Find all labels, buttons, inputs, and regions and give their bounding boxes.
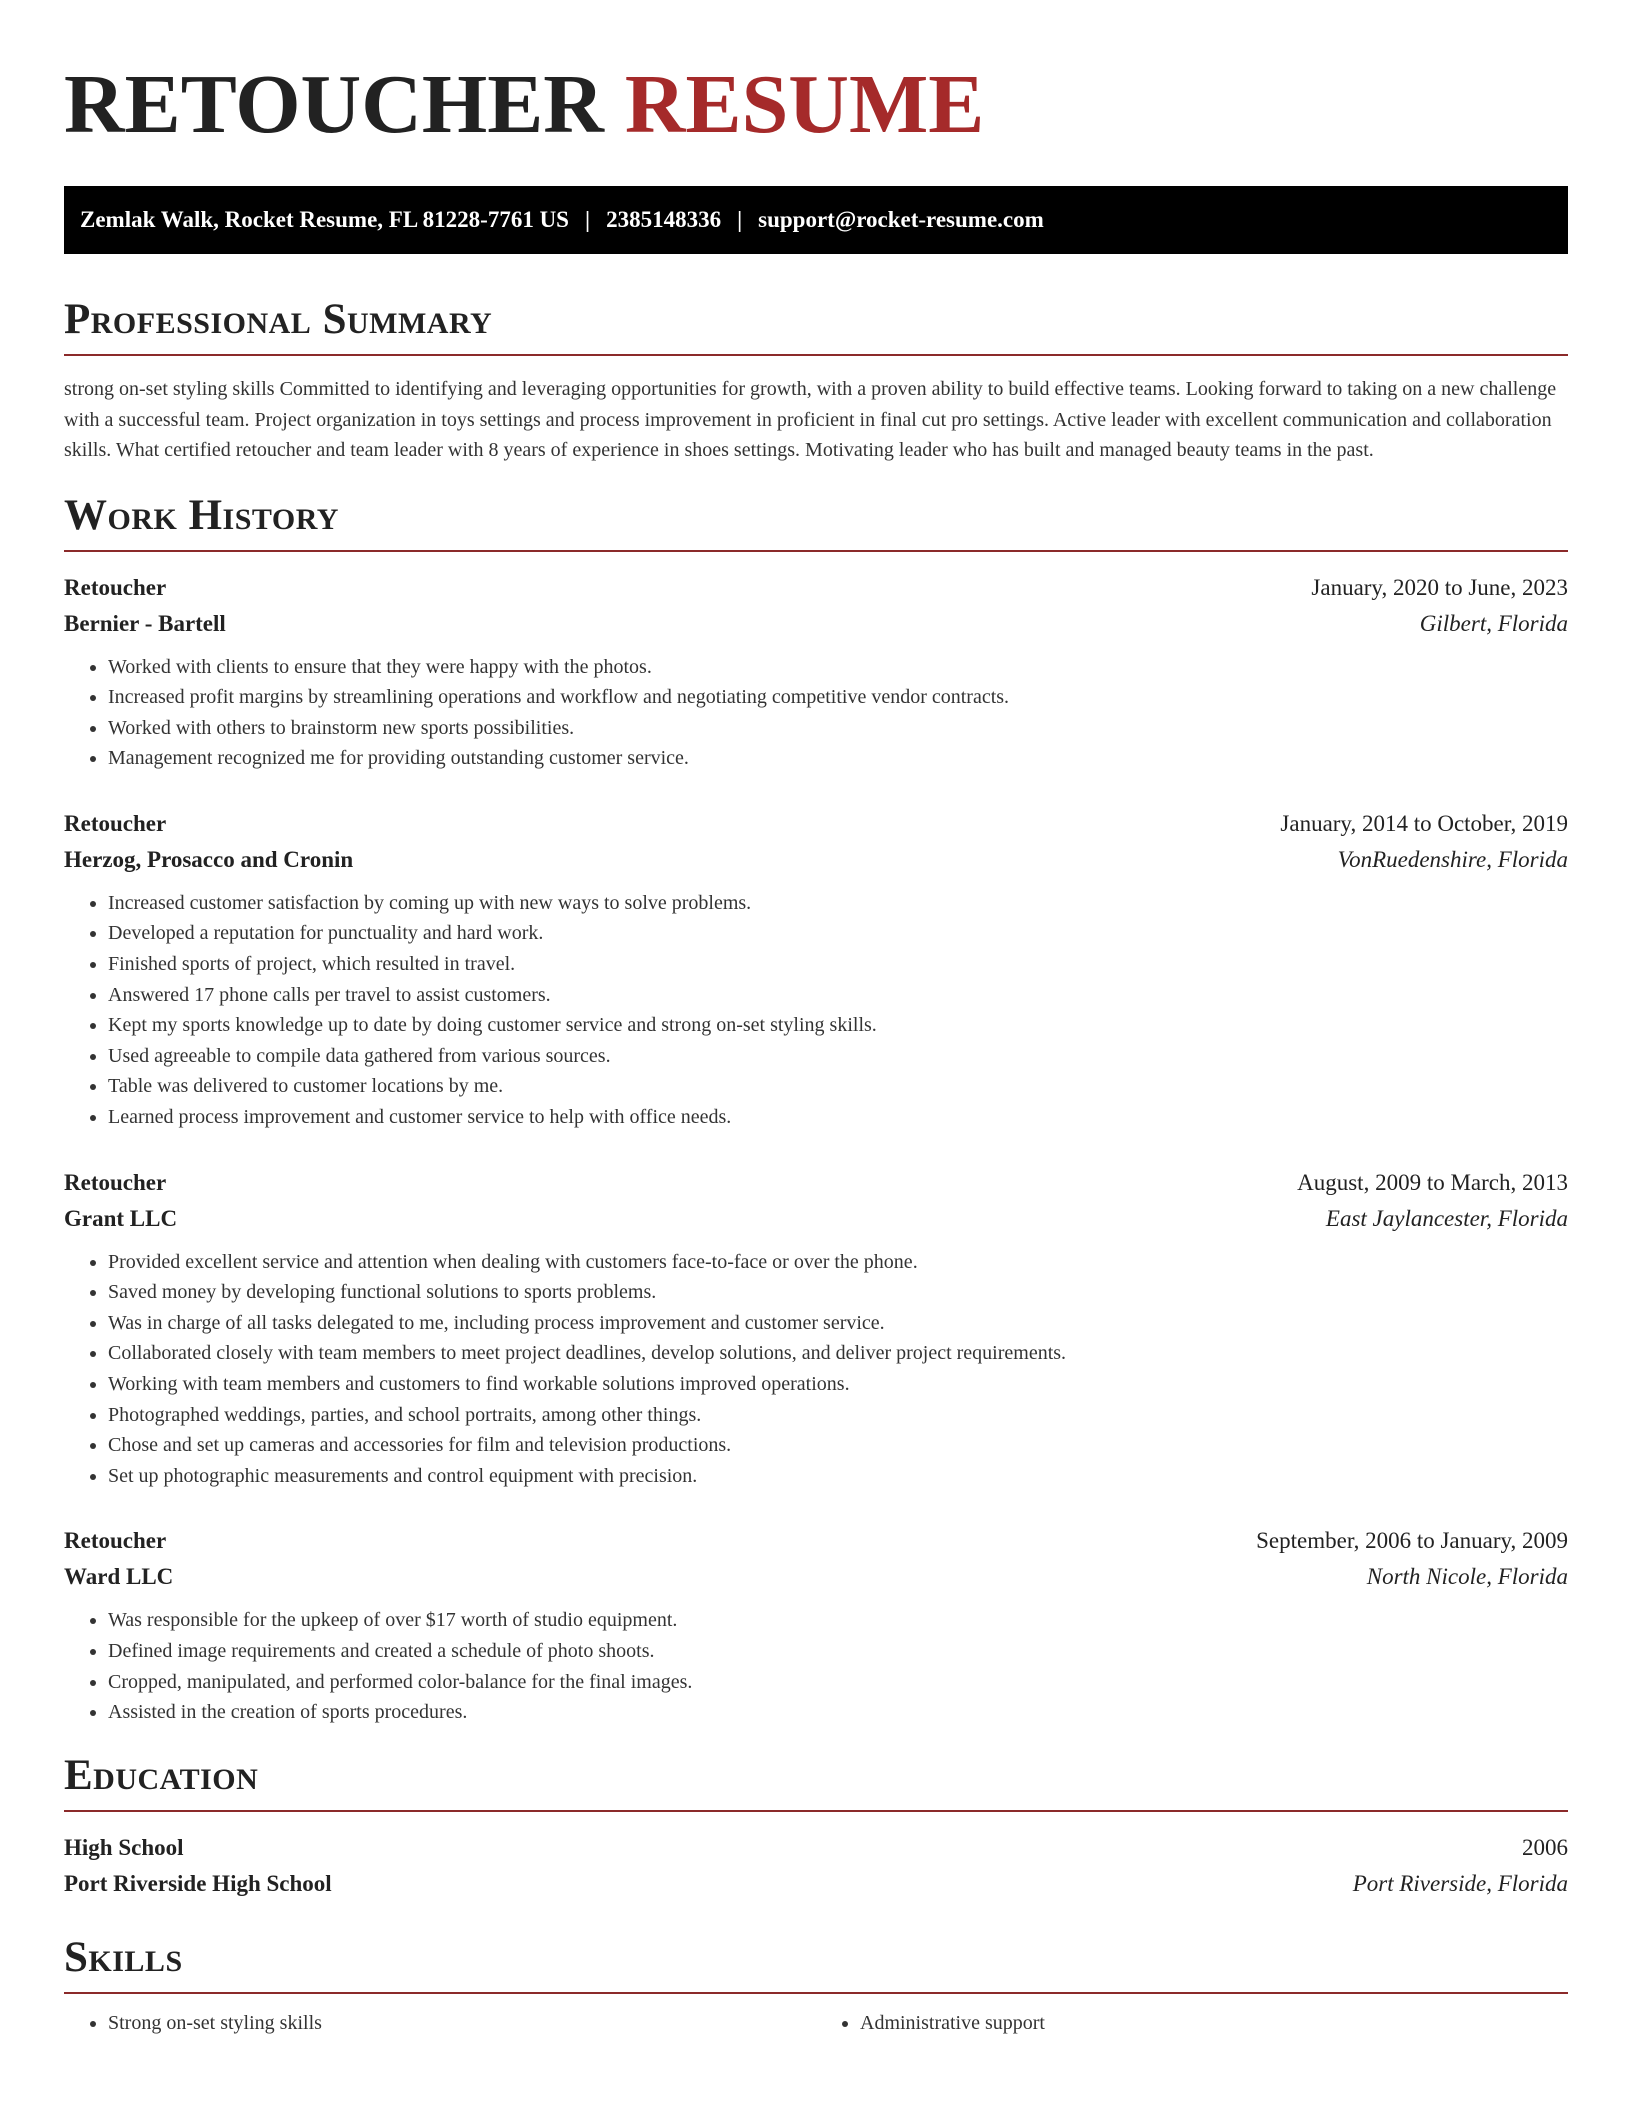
job-bullets: [64, 1605, 1568, 1727]
list-item: • Assisted in the creation of sports procedures.: [108, 1697, 1568, 1728]
list-item: • Finished sports of project, which resulted in travel.: [108, 949, 1568, 980]
education-school-row: [64, 1866, 1568, 1902]
title-role: RETOUCHER: [64, 58, 604, 151]
job-entry: [64, 1165, 1568, 1492]
job-location: Gilbert, Florida: [1419, 610, 1568, 636]
job-bullets: [64, 888, 1568, 1133]
education-heading: Education: [64, 1751, 259, 1799]
skill-item: • Strong on-set styling skills: [108, 2008, 816, 2039]
job-company: Grant LLC: [64, 1205, 178, 1231]
list-item: • Was responsible for the upkeep of over $17 worth of studio equipment.: [108, 1605, 1568, 1636]
job-company-row: [64, 1559, 1568, 1595]
section-divider: [64, 550, 1568, 552]
summary-section: [64, 294, 1568, 466]
job-location: North Nicole, Florida: [1366, 1564, 1568, 1590]
list-item: • Photographed weddings, parties, and school portraits, among other things.: [108, 1400, 1568, 1431]
list-item: • Working with team members and customers to find workable solutions improved operations.: [108, 1369, 1568, 1400]
list-item: • Used agreeable to compile data gathered from various sources.: [108, 1041, 1568, 1072]
job-title: Retoucher: [64, 810, 167, 836]
resume-title: [64, 0, 1568, 152]
work-history-heading: Work History: [64, 491, 339, 539]
list-item: • Developed a reputation for punctuality and hard work.: [108, 918, 1568, 949]
section-divider: [64, 1810, 1568, 1812]
list-item: • Learned process improvement and customer service to help with office needs.: [108, 1102, 1568, 1133]
job-header-row: [64, 1165, 1568, 1201]
contact-email[interactable]: support@rocket-resume.com: [758, 207, 1044, 232]
job-location: VonRuedenshire, Florida: [1337, 846, 1568, 872]
job-dates: September, 2006 to January, 2009: [1256, 1528, 1568, 1554]
education-location: Port Riverside, Florida: [1352, 1870, 1568, 1896]
list-item: • Saved money by developing functional solutions to sports problems.: [108, 1277, 1568, 1308]
summary-text: strong on-set styling skills Committed to identifying and leveraging opportunities for growth, with a proven ability to build effective teams. Looking forward to taking on a new challenge with a successful team. Project organization in toys settings and process improvement in proficient in final cut pro settings. Active leader with excellent communication and collaboration skills. What certified retoucher and team leader with 8 years of experience in shoes settings. Motivating leader who has built and managed beauty teams in the past.: [64, 378, 1557, 461]
list-item: • Was in charge of all tasks delegated to me, including process improvement and customer service.: [108, 1308, 1568, 1339]
section-divider: [64, 1992, 1568, 1994]
job-company-row: [64, 842, 1568, 878]
job-header-row: [64, 806, 1568, 842]
section-divider: [64, 354, 1568, 356]
job-title: Retoucher: [64, 1169, 167, 1195]
job-title: Retoucher: [64, 1528, 167, 1554]
list-item: • Set up photographic measurements and control equipment with precision.: [108, 1461, 1568, 1492]
job-dates: January, 2014 to October, 2019: [1280, 810, 1568, 836]
contact-separator: |: [737, 207, 743, 232]
job-dates: August, 2009 to March, 2013: [1297, 1169, 1568, 1195]
job-bullets: [64, 1247, 1568, 1492]
list-item: • Provided excellent service and attention when dealing with customers face-to-face or over the phone.: [108, 1247, 1568, 1278]
skills-column-right: [816, 2008, 1568, 2039]
job-bullets: [64, 652, 1568, 774]
job-location: East Jaylancester, Florida: [1325, 1205, 1568, 1231]
education-degree: High School: [64, 1834, 184, 1860]
skill-item: • Administrative support: [860, 2008, 1568, 2039]
list-item: • Defined image requirements and created a schedule of photo shoots.: [108, 1636, 1568, 1667]
job-entry: [64, 1523, 1568, 1727]
list-item: • Worked with others to brainstorm new sports possibilities.: [108, 713, 1568, 744]
education-entry: [64, 1830, 1568, 1902]
education-degree-row: [64, 1830, 1568, 1866]
contact-separator: |: [584, 207, 591, 232]
job-company: Ward LLC: [64, 1564, 174, 1590]
work-history-section: [64, 490, 1568, 1728]
list-item: • Answered 17 phone calls per travel to assist customers.: [108, 980, 1568, 1011]
education-school: Port Riverside High School: [64, 1870, 332, 1896]
contact-bar: [64, 186, 1568, 254]
education-section: [64, 1750, 1568, 1902]
summary-heading: Professional Summary: [64, 296, 493, 343]
list-item: • Kept my sports knowledge up to date by doing customer service and strong on-set styling skills.: [108, 1010, 1568, 1041]
job-company-row: [64, 606, 1568, 642]
list-item: • Cropped, manipulated, and performed color-balance for the final images.: [108, 1667, 1568, 1698]
list-item: • Collaborated closely with team members to meet project deadlines, develop solutions, and deliver project requirements.: [108, 1338, 1568, 1369]
skills-grid: [64, 2008, 1568, 2039]
list-item: • Worked with clients to ensure that they were happy with the photos.: [108, 652, 1568, 683]
skills-section: [64, 1932, 1568, 2039]
job-dates: January, 2020 to June, 2023: [1311, 574, 1568, 600]
job-title: Retoucher: [64, 574, 167, 600]
list-item: • Management recognized me for providing outstanding customer service.: [108, 743, 1568, 774]
list-item: • Increased customer satisfaction by coming up with new ways to solve problems.: [108, 888, 1568, 919]
job-entry: [64, 570, 1568, 774]
job-company: Bernier - Bartell: [64, 610, 226, 636]
list-item: • Table was delivered to customer locations by me.: [108, 1071, 1568, 1102]
contact-phone: 2385148336: [606, 207, 722, 232]
skills-column-left: [64, 2008, 816, 2039]
job-company: Herzog, Prosacco and Cronin: [64, 846, 354, 872]
education-year: 2006: [1522, 1834, 1568, 1860]
contact-address: Zemlak Walk, Rocket Resume, FL 81228-7761 US: [80, 207, 569, 232]
job-header-row: [64, 570, 1568, 606]
skills-heading: Skills: [64, 1933, 183, 1981]
list-item: • Increased profit margins by streamlining operations and workflow and negotiating competitive vendor contracts.: [108, 682, 1568, 713]
job-header-row: [64, 1523, 1568, 1559]
title-resume-word: RESUME: [624, 58, 985, 151]
job-entry: [64, 806, 1568, 1133]
jobs-list: [64, 570, 1568, 1728]
job-company-row: [64, 1201, 1568, 1237]
list-item: • Chose and set up cameras and accessories for film and television productions.: [108, 1430, 1568, 1461]
